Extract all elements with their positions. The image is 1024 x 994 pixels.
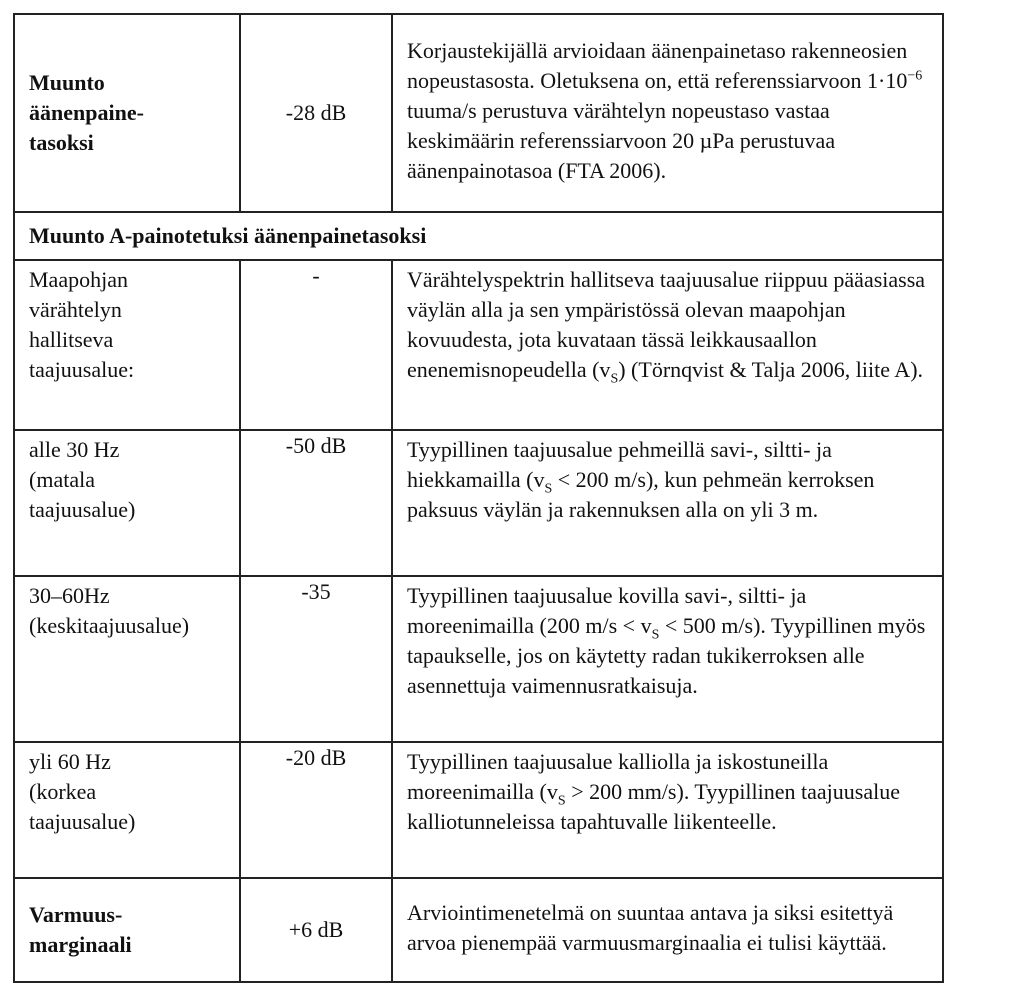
row-description — [407, 267, 926, 387]
description-subscript: S — [610, 371, 619, 387]
row-label-cell — [14, 878, 240, 982]
table-row-sound-pressure-conversion — [14, 14, 943, 212]
description-text-cont: < 200 m/s), kun pehmeän kerroksen paksuus väylän ja rakennuksen alla on yli 3 m. — [407, 467, 875, 522]
description-text-cont: ) (Törnqvist & Talja 2006, liite A). — [618, 357, 924, 382]
row-label: 30–60Hz (keskitaajuusalue) — [29, 583, 190, 638]
row-label: Varmuus- marginaali — [29, 902, 132, 957]
description-text: Korjaustekijällä arvioidaan äänenpainetaso rakenneosien nopeustasosta. Oletuksena on, että referenssiarvoon 1·10 — [407, 38, 908, 93]
row-description-cell — [392, 260, 943, 430]
description-text-cont: > 200 mm/s). Tyypillinen taajuusalue kalliotunneleissa tapahtuvalle liikenteelle. — [407, 779, 900, 834]
section-title: Muunto A-painotetuksi äänenpainetasoksi — [14, 212, 943, 260]
row-value-cell — [240, 14, 392, 212]
row-value-cell — [240, 576, 392, 742]
description-text: Värähtelyspektrin hallitseva taajuusalue riippuu pääasiassa väylän alla ja sen ympäristössä olevan maapohjan kovuudesta, jota kuvataan tässä leikkausaallon enenemisnopeudella (v — [407, 267, 926, 382]
table-row-high-frequency — [14, 742, 943, 878]
row-description — [407, 583, 925, 698]
row-description-cell — [392, 430, 943, 576]
row-label: Muunto äänenpaine- tasoksi — [29, 70, 144, 155]
row-description — [407, 749, 900, 834]
table-section-header-row — [14, 212, 943, 260]
description-subscript: S — [557, 793, 566, 809]
row-description — [407, 38, 922, 183]
row-value: - — [312, 263, 320, 288]
description-text: Tyypillinen taajuusalue kalliolla ja iskostuneilla moreenimailla (v — [407, 749, 829, 804]
row-label: yli 60 Hz (korkea taajuusalue) — [29, 749, 136, 834]
row-label: alle 30 Hz (matala taajuusalue) — [29, 437, 136, 522]
description-text: Tyypillinen taajuusalue pehmeillä savi-, siltti- ja hiekkamailla (v — [407, 437, 832, 492]
description-text-cont: tuuma/s perustuva värähtelyn nopeustaso vastaa keskimäärin referenssiarvoon 20 µPa perustuvaa äänenpainotasoa (FTA 2006). — [407, 98, 836, 183]
row-description-cell — [392, 576, 943, 742]
table-row-low-frequency — [14, 430, 943, 576]
row-label-cell — [14, 742, 240, 878]
row-label-cell — [14, 260, 240, 430]
row-label: Maapohjan värähtelyn hallitseva taajuusalue: — [29, 267, 135, 382]
row-value: +6 dB — [288, 917, 344, 942]
row-value: -20 dB — [285, 745, 347, 770]
row-value-cell — [240, 260, 392, 430]
table-row-mid-frequency — [14, 576, 943, 742]
correction-factor-table — [13, 13, 944, 983]
row-label-cell — [14, 576, 240, 742]
description-text: Tyypillinen taajuusalue kovilla savi-, siltti- ja moreenimailla (200 m/s < v — [407, 583, 807, 638]
description-subscript: S — [544, 481, 553, 497]
description-subscript: S — [651, 627, 660, 643]
row-description — [407, 437, 874, 522]
row-description-cell — [392, 878, 943, 982]
row-value-cell — [240, 742, 392, 878]
description-superscript: −6 — [907, 68, 923, 84]
row-description: Arviointimenetelmä on suuntaa antava ja siksi esitettyä arvoa pienempää varmuusmarginaalia ei tulisi käyttää. — [407, 900, 894, 955]
table-row-dominant-frequency — [14, 260, 943, 430]
table-row-safety-margin — [14, 878, 943, 982]
row-value-cell — [240, 878, 392, 982]
row-value-cell — [240, 430, 392, 576]
description-text-cont: < 500 m/s). Tyypillinen myös tapaukselle, jos on käytetty radan tukikerroksen alle asennettuja vaimennusratkaisuja. — [407, 613, 926, 698]
row-label-cell — [14, 430, 240, 576]
row-value: -35 — [301, 579, 331, 604]
row-value: -28 dB — [285, 100, 347, 125]
row-value: -50 dB — [285, 433, 347, 458]
row-description-cell — [392, 742, 943, 878]
row-description-cell — [392, 14, 943, 212]
row-label-cell — [14, 14, 240, 212]
